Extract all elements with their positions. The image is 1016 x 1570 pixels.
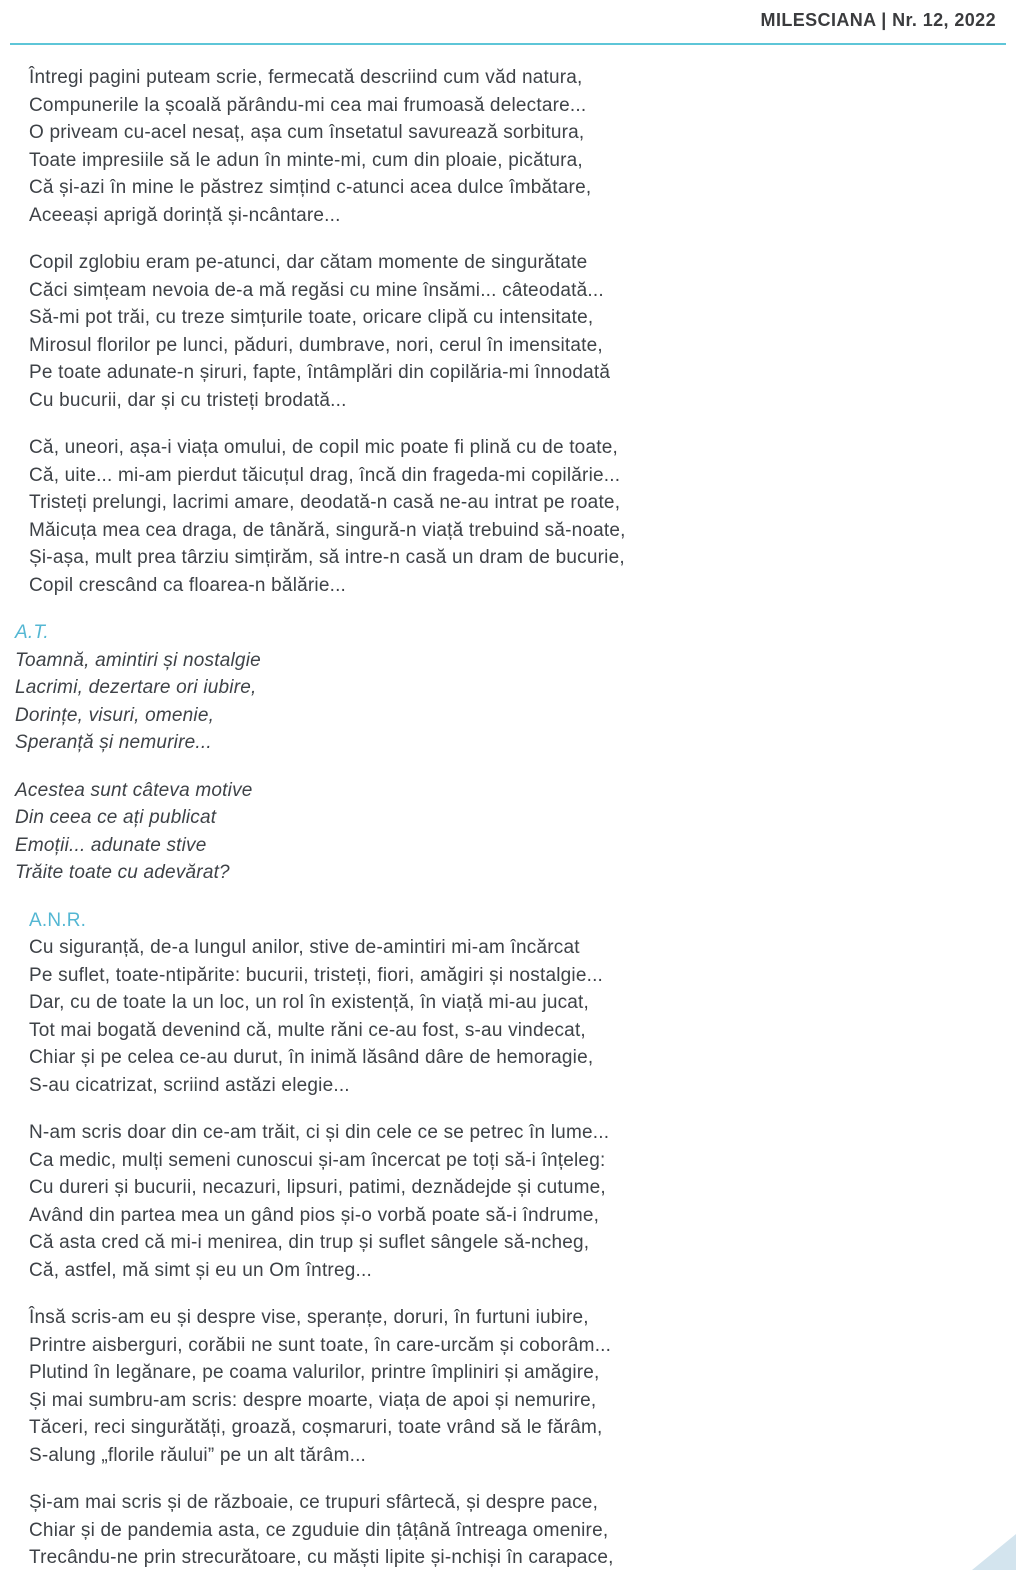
- poem-line: Lacrimi, dezertare ori iubire,: [15, 677, 257, 698]
- poem-line: Și-așa, mult prea târziu simțirăm, să intre-n casă un dram de bucurie,: [29, 547, 625, 568]
- poem-line: Și-am mai scris și de războaie, ce trupuri sfârtecă, și despre pace,: [29, 1492, 599, 1513]
- poem-line: Trăite toate cu adevărat?: [15, 862, 230, 883]
- page-header: [0, 0, 1016, 31]
- poem-stanza: [29, 1304, 996, 1469]
- poem-line: Pe toate adunate-n șiruri, fapte, întâmplări din copilăria-mi înnodată: [29, 362, 611, 383]
- speaker-initials: A.T.: [15, 622, 49, 643]
- poem-stanza: [29, 1489, 996, 1570]
- issue-label: MILESCIANA | Nr. 12, 2022: [760, 10, 996, 30]
- poem-line: Că, uite... mi-am pierdut tăicuțul drag, încă din frageda-mi copilărie...: [29, 464, 621, 486]
- poem-line: Tăceri, reci singurătăți, groază, coșmaruri, toate vrând să le fărâm,: [29, 1417, 603, 1438]
- poem-line: Plutind în legănare, pe coama valurilor, printre împliniri și amăgire,: [29, 1362, 600, 1383]
- poem-line: Că asta cred că mi-i menirea, din trup și suflet sângele să-ncheg,: [29, 1232, 590, 1253]
- poem-line: Cu dureri și bucurii, necazuri, lipsuri, patimi, deznădejde și cutume,: [29, 1177, 606, 1198]
- poem-line: Având din partea mea un gând pios și-o vorbă poate să-i îndrume,: [29, 1204, 600, 1226]
- poem-line: Emoții... adunate stive: [15, 834, 207, 856]
- poem-line: Măicuța mea cea draga, de tânără, singură-n viață trebuind să-noate,: [29, 519, 626, 541]
- poem-line: Speranță și nemurire...: [15, 732, 212, 753]
- poem-stanza: [15, 647, 996, 757]
- poem-line: O priveam cu-acel nesaț, așa cum însetatul savurează sorbitura,: [29, 122, 585, 143]
- poem-line: Întregi pagini puteam scrie, fermecată descriind cum văd natura,: [29, 67, 583, 88]
- poem-line: Că, astfel, mă simt și eu un Om întreg...: [29, 1259, 372, 1281]
- poem-line: Trecându-ne prin strecurătoare, cu măști lipite și-nchiși în carapace,: [29, 1547, 614, 1568]
- poem-line: S-alung „florile răului” pe un alt tărâm...: [29, 1444, 367, 1466]
- poem-body: [0, 45, 1016, 1570]
- poem-line: Dar, cu de toate la un loc, un rol în existență, în viață mi-au jucat,: [29, 992, 590, 1013]
- poem-line: Printre aisberguri, corăbii ne sunt toate, în care-urcăm și coborâm...: [29, 1334, 612, 1356]
- poem-line: Toamnă, amintiri și nostalgie: [15, 649, 261, 671]
- poem-line: Tristeți prelungi, lacrimi amare, deodată-n casă ne-au intrat pe roate,: [29, 492, 621, 513]
- poem-line: Că și-azi în mine le păstrez simțind c-atunci acea dulce îmbătare,: [29, 177, 592, 198]
- poem-line: Copil crescând ca floarea-n bălărie...: [29, 574, 347, 596]
- poem-line: Acestea sunt câteva motive: [15, 779, 253, 801]
- poem-line: Toate impresiile să le adun în minte-mi, cum din ploaie, picătura,: [29, 149, 583, 171]
- poem-line: Cu bucurii, dar și cu tristeți brodată...: [29, 389, 347, 411]
- poem-line: Compunerile la școală părându-mi cea mai frumoasă delectare...: [29, 94, 587, 116]
- poem-stanza: [29, 934, 996, 1099]
- speaker-initials: A.N.R.: [29, 909, 87, 931]
- poem-stanza: [29, 249, 996, 414]
- poem-line: Chiar și pe celea ce-au durut, în inimă lăsând dâre de hemoragie,: [29, 1047, 594, 1068]
- poem-line: Dorințe, visuri, omenie,: [15, 704, 215, 726]
- poem-line: Aceeași aprigă dorință și-ncântare...: [29, 204, 341, 226]
- poem-line: N-am scris doar din ce-am trăit, ci și din cele ce se petrec în lume...: [29, 1122, 610, 1143]
- poem-line: Să-mi pot trăi, cu treze simțurile toate, oricare clipă cu intensitate,: [29, 307, 594, 328]
- poem-line: Pe suflet, toate-ntipărite: bucurii, tristeți, fiori, amăgiri și nostalgie...: [29, 964, 604, 986]
- poem-stanza: [15, 777, 996, 887]
- poem-line: Și mai sumbru-am scris: despre moarte, viața de apoi și nemurire,: [29, 1389, 597, 1411]
- poem-line: Cu siguranță, de-a lungul anilor, stive de-amintiri mi-am încărcat: [29, 937, 580, 958]
- poem-line: Din ceea ce ați publicat: [15, 807, 217, 828]
- poem-stanza: [29, 434, 996, 599]
- poem-line: Că, uneori, așa-i viața omului, de copil mic poate fi plină cu de toate,: [29, 437, 618, 458]
- poem-line: Chiar și de pandemia asta, ce zguduie din țâțână întreaga omenire,: [29, 1519, 609, 1541]
- poem-line: Căci simțeam nevoia de-a mă regăsi cu mine însămi... câteodată...: [29, 279, 604, 301]
- poem-line: S-au cicatrizat, scriind astăzi elegie...: [29, 1074, 350, 1096]
- poem-line: Mirosul florilor pe lunci, păduri, dumbrave, nori, cerul în imensitate,: [29, 334, 603, 356]
- poem-line: Tot mai bogată devenind că, multe răni ce-au fost, s-au vindecat,: [29, 1019, 586, 1041]
- poem-line: Copil zglobiu eram pe-atunci, dar cătam momente de singurătate: [29, 252, 588, 273]
- poem-line: Însă scris-am eu și despre vise, speranțe, doruri, în furtuni iubire,: [29, 1307, 589, 1328]
- poem-stanza: [29, 1119, 996, 1284]
- poem-line: Ca medic, mulți semeni cunoscui și-am încercat pe toți să-i înțeleg:: [29, 1149, 606, 1171]
- poem-stanza: [29, 64, 996, 229]
